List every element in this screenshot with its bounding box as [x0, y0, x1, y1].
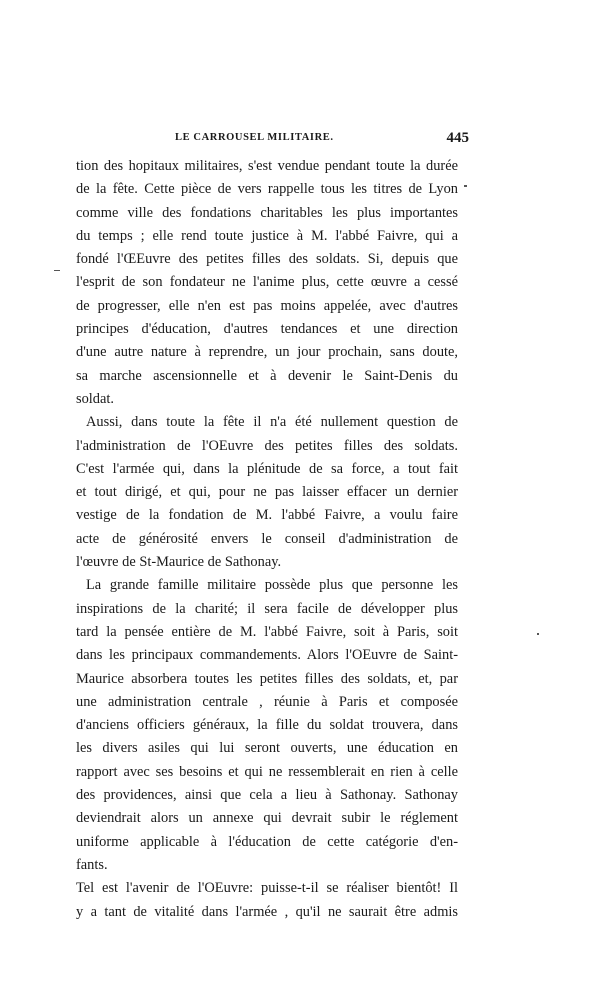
text-line: soldat.: [76, 390, 114, 407]
text-line: Aussi, dans toute la fête il n'a été nullement question de: [86, 414, 458, 431]
text-line: de la fête. Cette pièce de vers rappelle tous les titres de Lyon: [76, 181, 458, 198]
text-line: comme ville des fondations charitables les plus importantes: [76, 204, 458, 221]
text-line: y a tant de vitalité dans l'armée , qu'il ne saurait être admis: [76, 903, 458, 920]
text-line: tion des hopitaux militaires, s'est vendue pendant toute la durée: [76, 158, 458, 174]
text-line: C'est l'armée qui, dans la plénitude de sa force, a tout fait: [76, 460, 458, 477]
text-line: fondé l'ŒEuvre des petites filles des soldats. Si, depuis que: [76, 251, 458, 268]
scan-speck: [537, 633, 539, 635]
text-line: de progresser, elle n'en est pas moins appelée, avec d'autres: [76, 297, 458, 314]
text-line: tard la pensée entière de M. l'abbé Faivre, soit à Paris, soit: [76, 623, 458, 640]
running-head: [75, 130, 469, 152]
text-line: sa marche ascensionnelle et à devenir le Saint-Denis du: [76, 367, 458, 384]
text-line: uniforme applicable à l'éducation de cette catégorie d'en-: [76, 833, 458, 850]
text-line: Tel est l'avenir de l'OEuvre: puisse-t-il se réaliser bientôt! Il: [76, 880, 458, 897]
text-line: Maurice absorbera toutes les petites filles des soldats, et, par: [76, 670, 458, 687]
text-line: dans les principaux commandements. Alors l'OEuvre de Saint-: [76, 647, 458, 664]
text-line: fants.: [76, 856, 108, 873]
page-number: 445: [446, 130, 469, 146]
text-line: l'œuvre de St-Maurice de Sathonay.: [76, 554, 282, 571]
text-line: inspirations de la charité; il sera facile de développer plus: [76, 600, 458, 617]
text-line: rapport avec ses besoins et qui ne ressemblerait en rien à celle: [76, 763, 458, 780]
body-text: [76, 155, 458, 924]
text-line: une administration centrale , réunie à Paris et composée: [76, 693, 458, 710]
text-line: et tout dirigé, et qui, pour ne pas laisser effacer un dernier: [76, 484, 458, 501]
text-line: deviendrait alors un annexe qui devrait subir le réglement: [76, 810, 458, 827]
text-line: l'esprit de son fondateur ne l'anime plus, cette œuvre a cessé: [76, 274, 458, 291]
running-title: LE CARROUSEL MILITAIRE.: [175, 132, 334, 143]
text-line: l'administration de l'OEuvre des petites filles des soldats.: [76, 437, 458, 454]
text-line: d'une autre nature à reprendre, un jour prochain, sans doute,: [76, 344, 458, 361]
scan-speck: [54, 270, 60, 271]
text-line: du temps ; elle rend toute justice à M. l'abbé Faivre, qui a: [76, 227, 458, 244]
scan-speck: [464, 185, 467, 187]
text-line: des providences, ainsi que cela a lieu à Sathonay. Sathonay: [76, 787, 458, 804]
text-line: acte de générosité envers le conseil d'administration de: [76, 530, 458, 547]
text-line: La grande famille militaire possède plus que personne les: [86, 577, 458, 594]
text-line: principes d'éducation, d'autres tendances et une direction: [76, 321, 458, 338]
text-line: vestige de la fondation de M. l'abbé Faivre, a voulu faire: [76, 507, 458, 524]
text-line: les divers asiles qui lui seront ouverts, une éducation en: [76, 740, 458, 757]
text-line: d'anciens officiers généraux, la fille du soldat trouvera, dans: [76, 717, 458, 734]
